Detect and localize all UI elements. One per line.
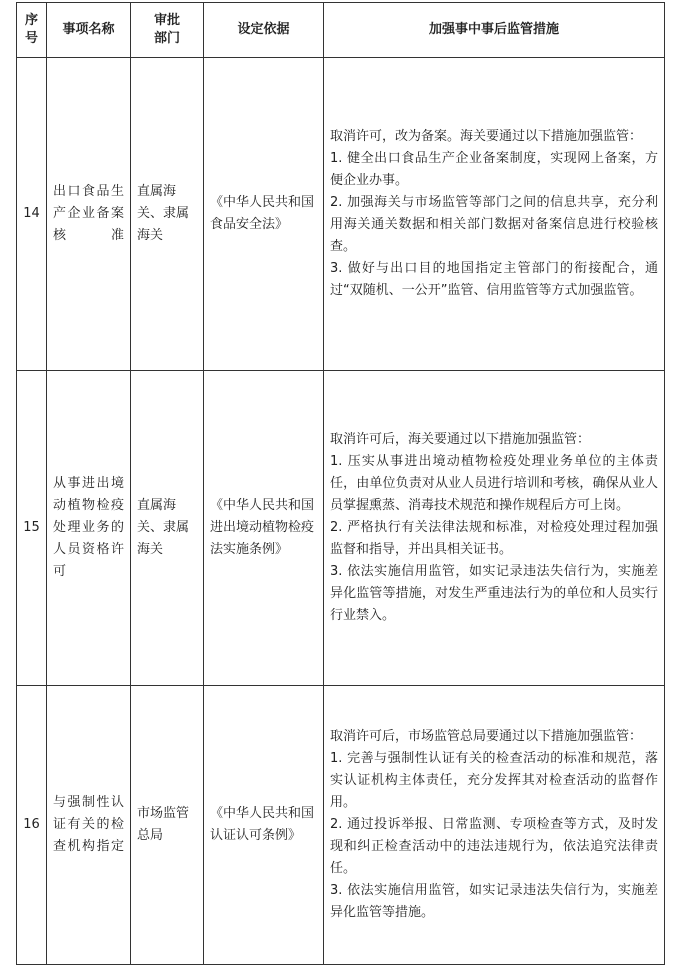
row-basis: 《中华人民共和国食品安全法》 bbox=[204, 58, 324, 371]
table-header-row bbox=[17, 3, 665, 58]
measure-intro: 取消许可后，市场监管总局要通过以下措施加强监管： bbox=[330, 729, 643, 744]
row-basis: 《中华人民共和国进出境动植物检疫法实施条例》 bbox=[204, 371, 324, 686]
measure-item: 3. 依法实施信用监管，如实记录违法失信行为，实施差异化监管等措施，对发生严重违法行为的单位和人员实行行业禁入。 bbox=[330, 564, 658, 623]
table-row bbox=[17, 58, 665, 371]
measure-item: 3. 做好与出口目的地国指定主管部门的衔接配合，通过“双随机、一公开”监管、信用监管等方式加强监管。 bbox=[330, 261, 658, 298]
measures-table bbox=[16, 2, 665, 965]
measure-item: 1. 压实从事进出境动植物检疫处理业务单位的主体责任，由单位负责对从业人员进行培训和考核，确保从业人员掌握熏蒸、消毒技术规范和操作规程后方可上岗。 bbox=[330, 454, 658, 513]
table-row bbox=[17, 371, 665, 686]
row-dept: 直属海关、隶属海关 bbox=[131, 371, 204, 686]
measure-item: 2. 通过投诉举报、日常监测、专项检查等方式，及时发现和纠正检查活动中的违法违规行为，依法追究法律责任。 bbox=[330, 817, 658, 876]
row-item-name: 与强制性认证有关的检查机构指定 bbox=[47, 686, 131, 965]
row-basis: 《中华人民共和国认证认可条例》 bbox=[204, 686, 324, 965]
measure-intro: 取消许可后，海关要通过以下措施加强监管： bbox=[330, 432, 591, 447]
header-measures: 加强事中事后监管措施 bbox=[324, 3, 665, 58]
row-item-name: 出口食品生产企业备案核准 bbox=[47, 58, 131, 371]
header-seq: 序号 bbox=[17, 3, 47, 58]
header-basis: 设定依据 bbox=[204, 3, 324, 58]
row-measures bbox=[324, 58, 665, 371]
row-measures bbox=[324, 686, 665, 965]
row-dept: 市场监管总局 bbox=[131, 686, 204, 965]
row-measures bbox=[324, 371, 665, 686]
measure-item: 3. 依法实施信用监管，如实记录违法失信行为，实施差异化监管等措施。 bbox=[330, 883, 658, 920]
header-name: 事项名称 bbox=[47, 3, 131, 58]
row-seq: 14 bbox=[17, 58, 47, 371]
measure-intro: 取消许可，改为备案。海关要通过以下措施加强监管： bbox=[330, 129, 643, 144]
row-seq: 15 bbox=[17, 371, 47, 686]
table-row bbox=[17, 686, 665, 965]
header-dept: 审批部门 bbox=[131, 3, 204, 58]
row-item-name: 从事进出境动植物检疫处理业务的人员资格许可 bbox=[47, 371, 131, 686]
measure-item: 1. 完善与强制性认证有关的检查活动的标准和规范，落实认证机构主体责任，充分发挥其对检查活动的监督作用。 bbox=[330, 751, 658, 810]
row-seq: 16 bbox=[17, 686, 47, 965]
measure-item: 2. 加强海关与市场监管等部门之间的信息共享，充分利用海关通关数据和相关部门数据对备案信息进行校验核查。 bbox=[330, 195, 658, 254]
measure-item: 1. 健全出口食品生产企业备案制度，实现网上备案，方便企业办事。 bbox=[330, 151, 658, 188]
row-dept: 直属海关、隶属海关 bbox=[131, 58, 204, 371]
measure-item: 2. 严格执行有关法律法规和标准，对检疫处理过程加强监督和指导，并出具相关证书。 bbox=[330, 520, 658, 557]
